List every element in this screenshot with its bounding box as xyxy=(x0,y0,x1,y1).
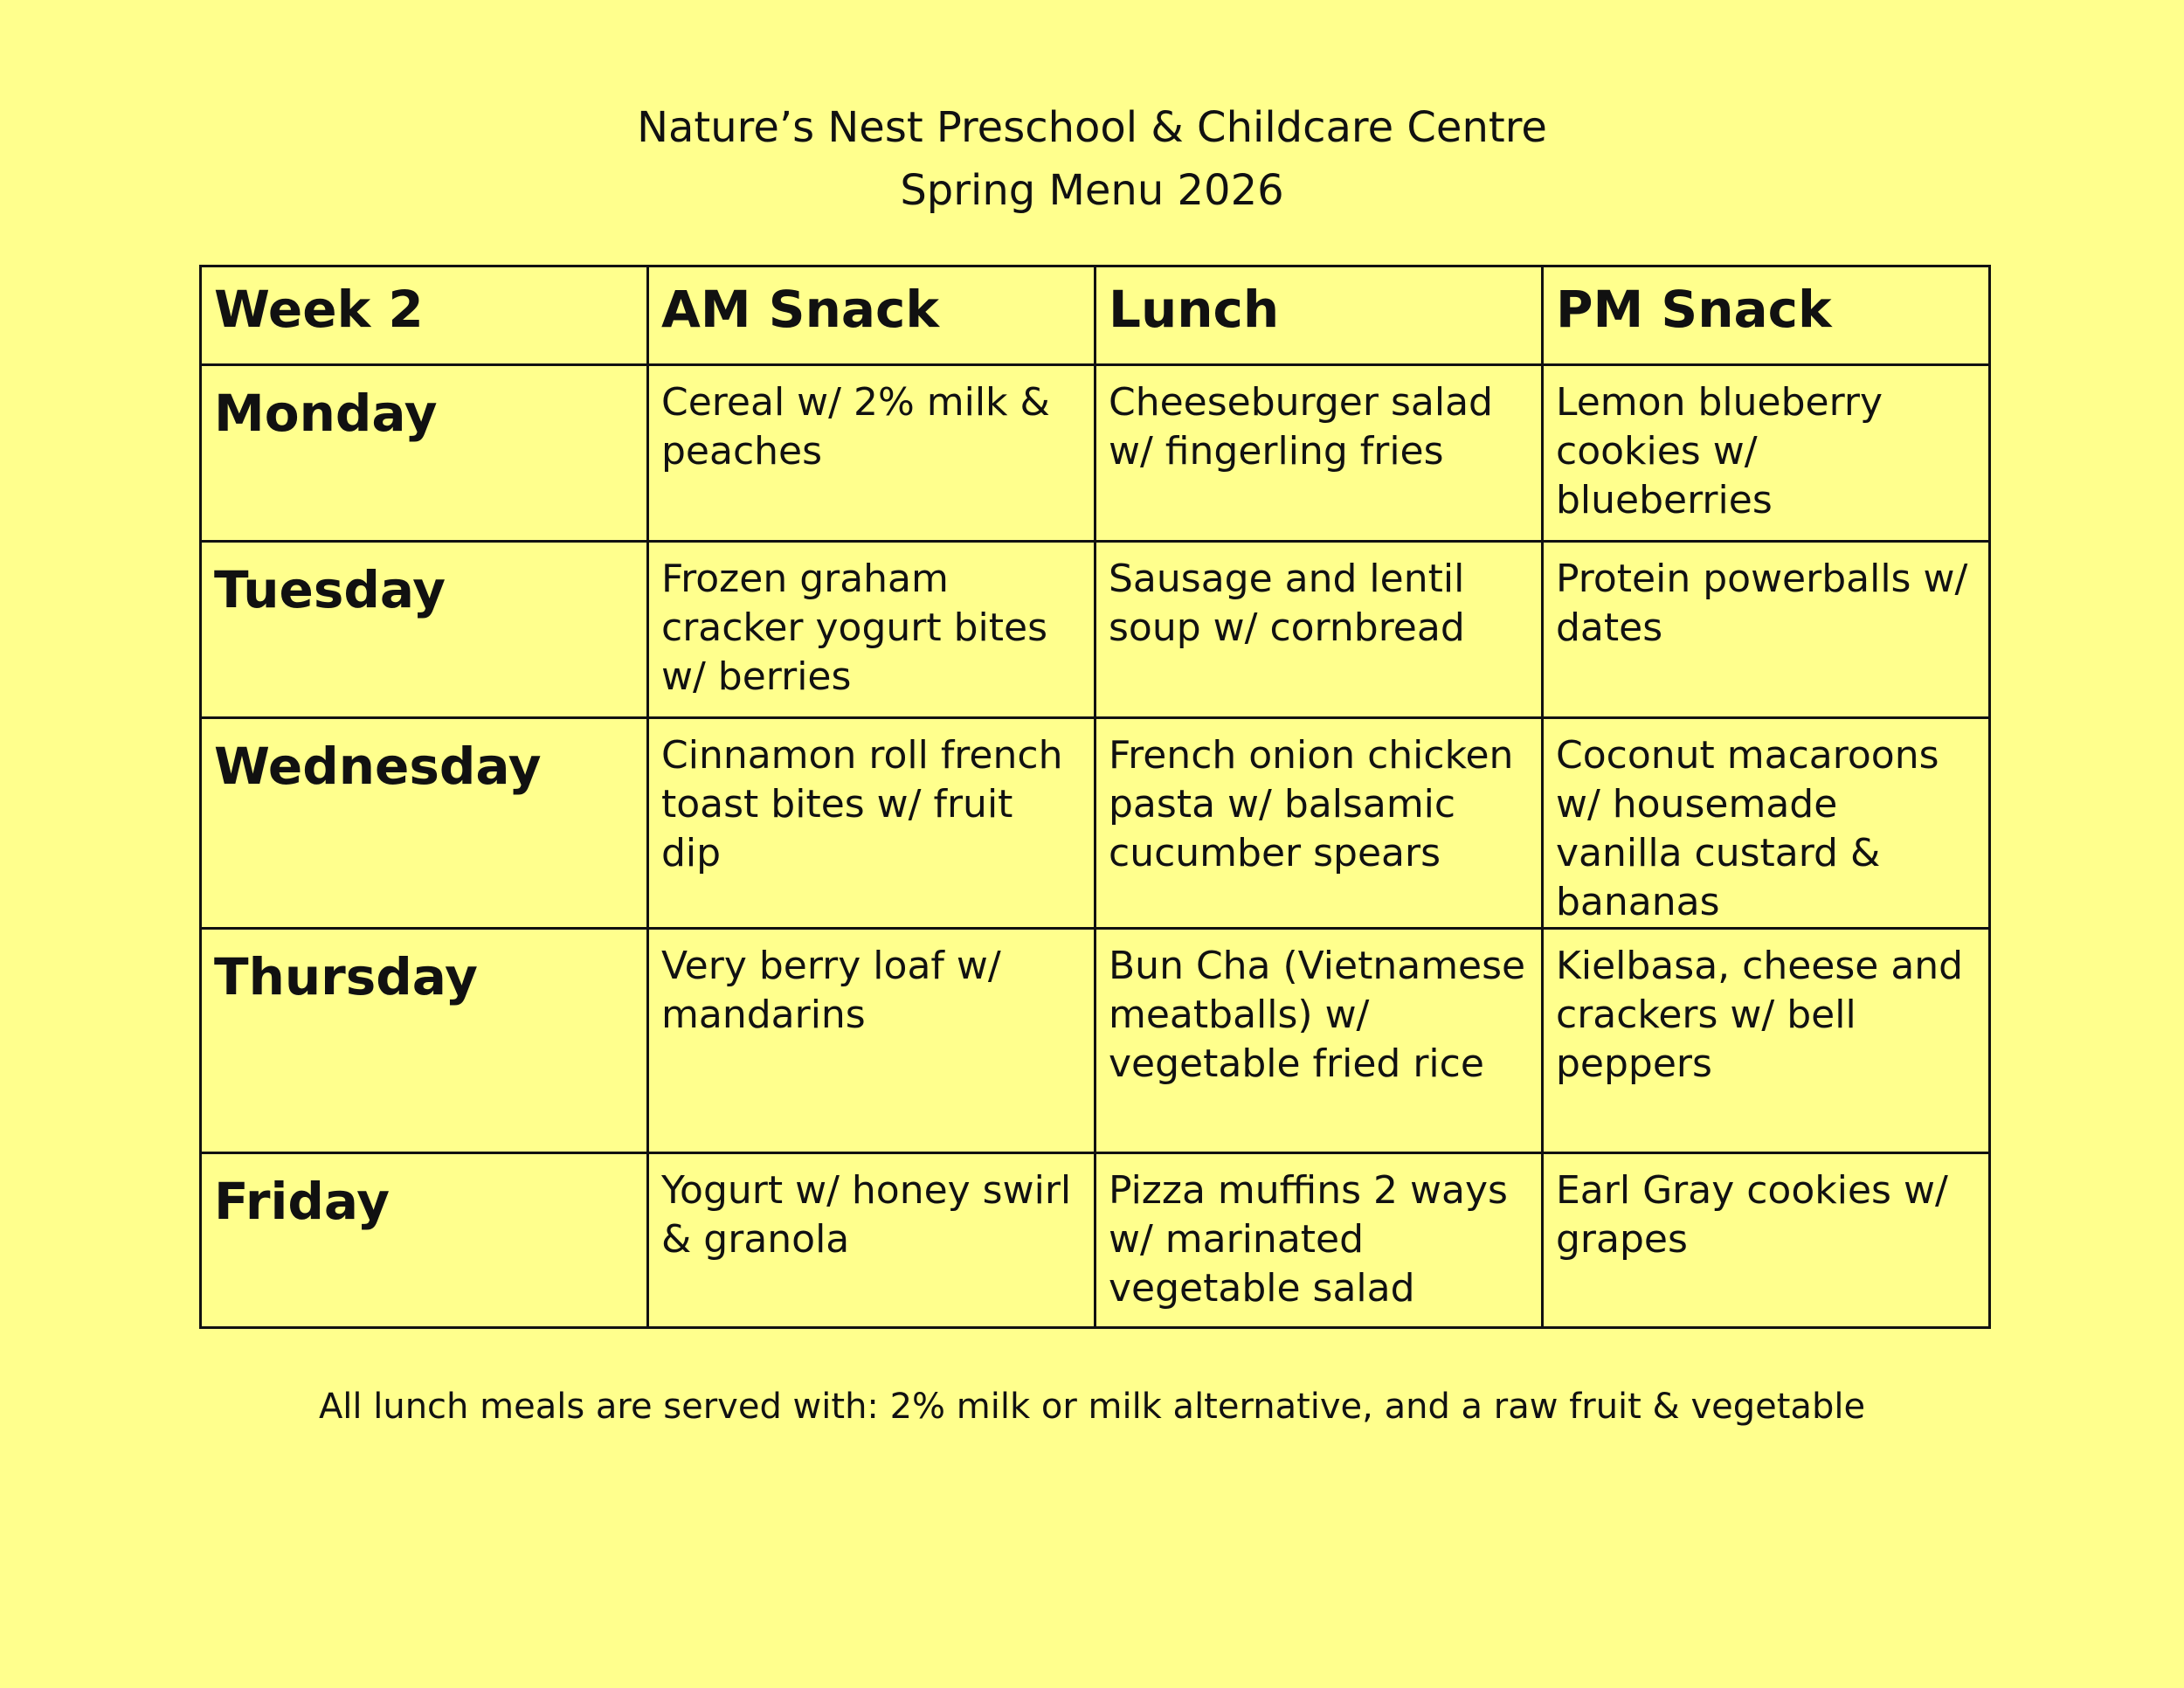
day-label: Tuesday xyxy=(201,542,648,718)
am-snack-cell: Yogurt w/ honey swirl & granola xyxy=(648,1153,1095,1328)
footer-note: All lunch meals are served with: 2% milk or milk alternative, and a raw fruit & vegetable xyxy=(318,1387,1866,1427)
column-header-week: Week 2 xyxy=(201,266,648,365)
day-label: Friday xyxy=(201,1153,648,1328)
day-label: Thursday xyxy=(201,929,648,1153)
day-label: Wednesday xyxy=(201,718,648,929)
pm-snack-cell: Lemon blueberry cookies w/ blueberries xyxy=(1543,365,1990,542)
lunch-cell: French onion chicken pasta w/ balsamic cucumber spears xyxy=(1095,718,1543,929)
am-snack-cell: Very berry loaf w/ mandarins xyxy=(648,929,1095,1153)
table-row xyxy=(201,929,1990,1153)
lunch-cell: Sausage and lentil soup w/ cornbread xyxy=(1095,542,1543,718)
page-title: Nature’s Nest Preschool & Childcare Centre xyxy=(637,103,1547,152)
menu-table xyxy=(199,265,1991,1329)
lunch-cell: Bun Cha (Vietnamese meatballs) w/ vegetable fried rice xyxy=(1095,929,1543,1153)
column-header-lunch: Lunch xyxy=(1095,266,1543,365)
pm-snack-cell: Protein powerballs w/ dates xyxy=(1543,542,1990,718)
day-label: Monday xyxy=(201,365,648,542)
am-snack-cell: Cereal w/ 2% milk & peaches xyxy=(648,365,1095,542)
lunch-cell: Pizza muffins 2 ways w/ marinated vegetable salad xyxy=(1095,1153,1543,1328)
column-header-pm-snack: PM Snack xyxy=(1543,266,1990,365)
table-row xyxy=(201,542,1990,718)
lunch-cell: Cheeseburger salad w/ fingerling fries xyxy=(1095,365,1543,542)
column-header-am-snack: AM Snack xyxy=(648,266,1095,365)
pm-snack-cell: Coconut macaroons w/ housemade vanilla custard & bananas xyxy=(1543,718,1990,929)
table-row xyxy=(201,1153,1990,1328)
page-subtitle: Spring Menu 2026 xyxy=(900,166,1284,215)
am-snack-cell: Cinnamon roll french toast bites w/ fruit dip xyxy=(648,718,1095,929)
menu-header xyxy=(0,96,2184,222)
pm-snack-cell: Earl Gray cookies w/ grapes xyxy=(1543,1153,1990,1328)
am-snack-cell: Frozen graham cracker yogurt bites w/ berries xyxy=(648,542,1095,718)
table-header-row xyxy=(201,266,1990,365)
pm-snack-cell: Kielbasa, cheese and crackers w/ bell peppers xyxy=(1543,929,1990,1153)
table-row xyxy=(201,718,1990,929)
table-row xyxy=(201,365,1990,542)
